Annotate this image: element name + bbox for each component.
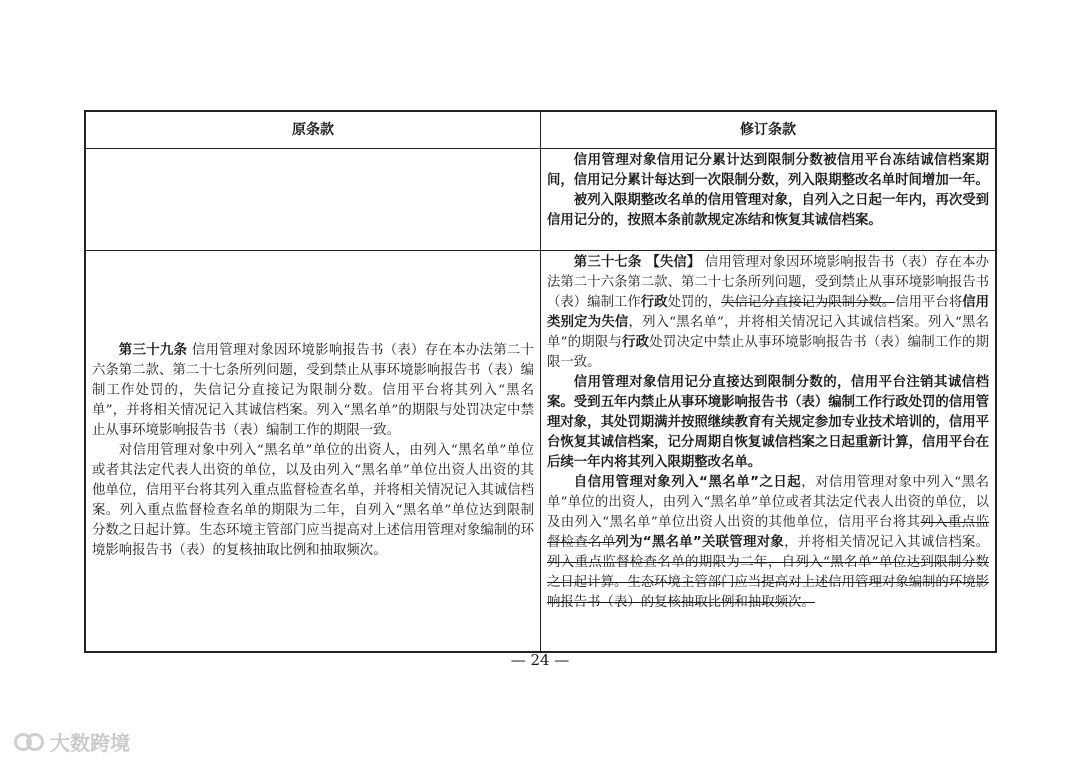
deleted-text: 列入重点监督检查名单 <box>547 515 989 550</box>
bold-text: 信用类别定为失信 <box>547 295 990 330</box>
table-row <box>86 250 995 651</box>
text-run: ，对信用管理对象中列入“黑名单”单位的出资人，由列入“黑名单”单位或者其法定代表人出资的单位，以及由列入“黑名单”单位出资人出资的其他单位，信用平台将其 <box>547 475 989 530</box>
deleted-text: 失信记分直接记为限制分数。 <box>721 295 896 310</box>
watermark-text: 大数跨境 <box>50 731 130 755</box>
text-run: ，并将相关情况记入其诚信档案。 <box>784 535 989 550</box>
original-clause-cell <box>86 251 541 651</box>
text-run: 处罚决定中禁止从事环境影响报告书（表）编制工作的期限一致。 <box>547 335 989 370</box>
text-run: 信用管理对象因环境影响报告书（表）存在本办法第二十六条第二款、第二十七条所列问题，受到禁止从事环境影响报告书（表）编制工作 <box>547 255 989 310</box>
text-run: 信用管理对象因环境影响报告书（表）存在本办法第二十六条第二款、第二十七条所列问题，受到禁止从事环境影响报告书（表）编制工作处罚的，失信记分直接记为限制分数。信用平台将其列入“黑名单”，并将相关情况记入其诚信档案。列入“黑名单”的期限与处罚决定中禁止从事环境影响报告书（表）编制工作的期限一致。 <box>92 343 534 438</box>
clause-paragraph <box>547 373 989 473</box>
comparison-table <box>84 110 997 653</box>
revised-clause-cell <box>541 149 995 250</box>
text-run: ，列入“黑名单”，并将相关情况记入其诚信档案。列入“黑名单”的期限与 <box>547 315 989 350</box>
watermark-logo-icon <box>12 730 46 754</box>
page-number: — 24 — <box>510 651 570 669</box>
original-clause-cell <box>86 149 541 250</box>
bold-text: 信用管理对象信用记分直接达到限制分数的，信用平台注销其诚信档案。受到五年内禁止从事环境影响报告书（表）编制工作行政处罚的信用管理对象，其处罚期满并按照继续教育有关规定参加专业技术培训的，信用平台恢复其诚信档案，记分周期自恢复诚信档案之日起重新计算，信用平台在后续一年内将其列入限期整改名单。 <box>547 375 989 470</box>
header-original-clause: 原条款 <box>86 112 541 148</box>
revised-clause-cell <box>541 251 995 651</box>
clause-paragraph <box>547 191 989 231</box>
watermark <box>12 727 130 756</box>
text-run: 信用平台将 <box>895 295 963 310</box>
bold-text: 列为“黑名单”关联管理对象 <box>615 535 785 550</box>
clause-paragraph <box>547 151 989 191</box>
table-header-row <box>86 112 995 148</box>
table-row <box>86 148 995 250</box>
text-run: 处罚的， <box>667 295 722 310</box>
clause-paragraph <box>547 253 989 373</box>
bold-text: 第三十七条 【失信】 <box>573 255 701 270</box>
deleted-text: 列入重点监督检查名单的期限为二年，自列入“黑名单”单位达到限制分数之日起计算。生态环境主管部门应当提高对上述信用管理对象编制的环境影响报告书（表）的复核抽取比例和抽取频次。 <box>547 555 989 610</box>
bold-text: 行政 <box>622 335 650 350</box>
bold-text: 第三十九条 <box>118 343 188 358</box>
clause-paragraph <box>92 341 534 441</box>
bold-text: 信用管理对象信用记分累计达到限制分数被信用平台冻结诚信档案期间，信用记分累计每达到一次限制分数，列入限期整改名单时间增加一年。 <box>547 153 989 188</box>
bold-text: 被列入限期整改名单的信用管理对象，自列入之日起一年内，再次受到信用记分的，按照本条前款规定冻结和恢复其诚信档案。 <box>547 193 989 228</box>
clause-paragraph <box>92 441 534 561</box>
clause-paragraph <box>547 473 989 613</box>
bold-text: 行政 <box>640 295 668 310</box>
bold-text: 自信用管理对象列入“黑名单”之日起 <box>573 475 802 490</box>
header-revised-clause: 修订条款 <box>740 122 796 138</box>
text-run: 对信用管理对象中列入“黑名单”单位的出资人，由列入“黑名单”单位或者其法定代表人出资的单位，以及由列入“黑名单”单位出资人出资的其他单位，信用平台将其列入重点监督检查名单，并将相关情况记入其诚信档案。列入重点监督检查名单的期限为二年，自列入“黑名单”单位达到限制分数之日起计算。生态环境主管部门应当提高对上述信用管理对象编制的环境影响报告书（表）的复核抽取比例和抽取频次。 <box>92 443 534 558</box>
